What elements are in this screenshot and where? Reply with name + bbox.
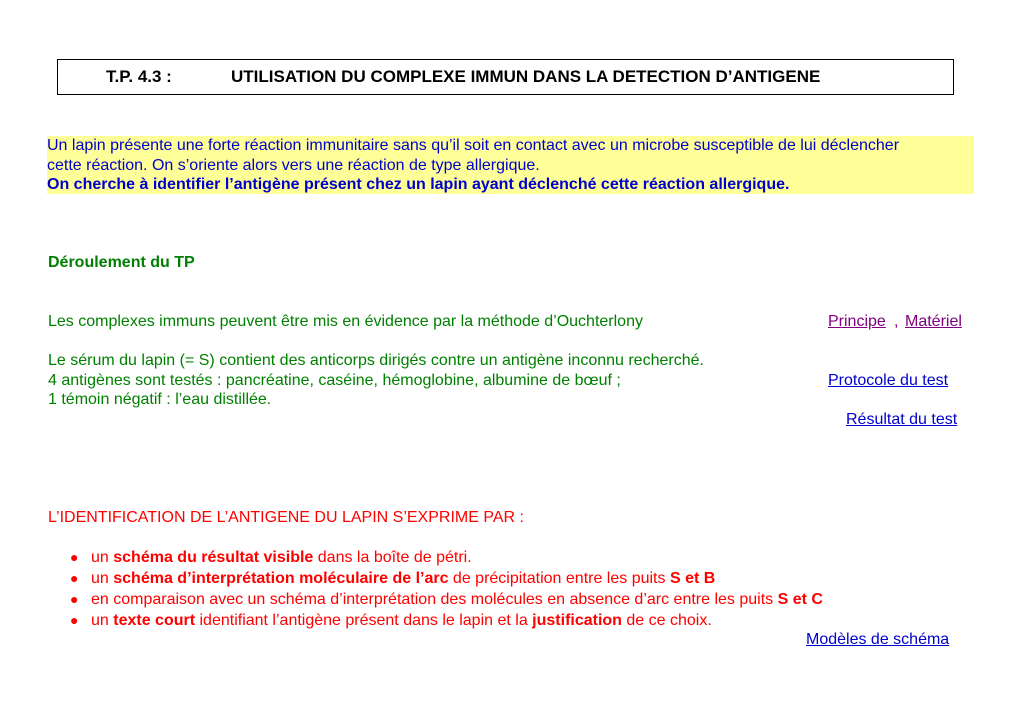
bullet-text: dans la boîte de pétri. xyxy=(313,549,472,566)
bullet-text: de précipitation entre les puits xyxy=(448,570,670,587)
bullet-icon: ● xyxy=(70,591,79,607)
bullet-emphasis: schéma du résultat visible xyxy=(113,549,314,566)
bullet-emphasis: schéma d’interprétation moléculaire de l’arc xyxy=(113,570,449,587)
list-item xyxy=(70,547,823,568)
serum-text: Le sérum du lapin (= S) contient des anticorps dirigés contre un antigène inconnu recherché. xyxy=(48,352,704,369)
bullet-icon: ● xyxy=(70,549,79,565)
principe-link[interactable]: Principe xyxy=(828,313,886,330)
bullet-text: un xyxy=(91,570,114,587)
bullet-text: un xyxy=(91,612,114,629)
materiel-link[interactable]: Matériel xyxy=(905,313,962,330)
title-box xyxy=(57,59,954,95)
bullet-emphasis: texte court xyxy=(113,612,196,629)
link-separator: , xyxy=(894,313,899,330)
identification-list xyxy=(70,547,823,631)
bullet-icon: ● xyxy=(70,570,79,586)
bullet-text: en comparaison avec un schéma d’interprétation des molécules en absence d’arc entre les puits xyxy=(91,591,778,608)
resultat-link[interactable]: Résultat du test xyxy=(846,411,958,428)
bullet-emphasis: S et B xyxy=(669,570,716,587)
tp-number: T.P. 4.3 : xyxy=(106,67,172,86)
bullet-emphasis: S et C xyxy=(777,591,823,608)
ouchterlony-text: Les complexes immuns peuvent être mis en évidence par la méthode d’Ouchterlony xyxy=(48,313,643,330)
bullet-emphasis: justification xyxy=(532,612,622,629)
protocole-link[interactable]: Protocole du test xyxy=(828,372,949,389)
bullet-text: de ce choix. xyxy=(621,612,712,629)
list-item xyxy=(70,589,823,610)
list-item xyxy=(70,610,823,631)
modeles-link[interactable]: Modèles de schéma xyxy=(806,631,950,648)
identification-heading: L’IDENTIFICATION DE L’ANTIGENE DU LAPIN S’EXPRIME PAR : xyxy=(48,509,524,526)
bullet-icon: ● xyxy=(70,612,79,628)
bullet-text: un xyxy=(91,549,114,566)
page-title: UTILISATION DU COMPLEXE IMMUN DANS LA DETECTION D’ANTIGENE xyxy=(231,67,821,86)
intro-line-1: Un lapin présente une forte réaction immunitaire sans qu’il soit en contact avec un microbe susceptible de lui déclencher xyxy=(47,137,900,154)
bullet-text: identifiant l’antigène présent dans le lapin et la xyxy=(195,612,533,629)
section-heading-deroulement: Déroulement du TP xyxy=(48,254,195,271)
intro-line-2: cette réaction. On s’oriente alors vers une réaction de type allergique. xyxy=(47,156,540,174)
negative-control-text: 1 témoin négatif : l’eau distillée. xyxy=(48,391,272,408)
intro-objective: On cherche à identifier l’antigène présent chez un lapin ayant déclenché cette réaction allergique. xyxy=(47,176,790,193)
list-item xyxy=(70,568,823,589)
antigens-text: 4 antigènes sont testés : pancréatine, caséine, hémoglobine, albumine de bœuf ; xyxy=(48,372,621,389)
intro-highlight xyxy=(47,136,974,194)
